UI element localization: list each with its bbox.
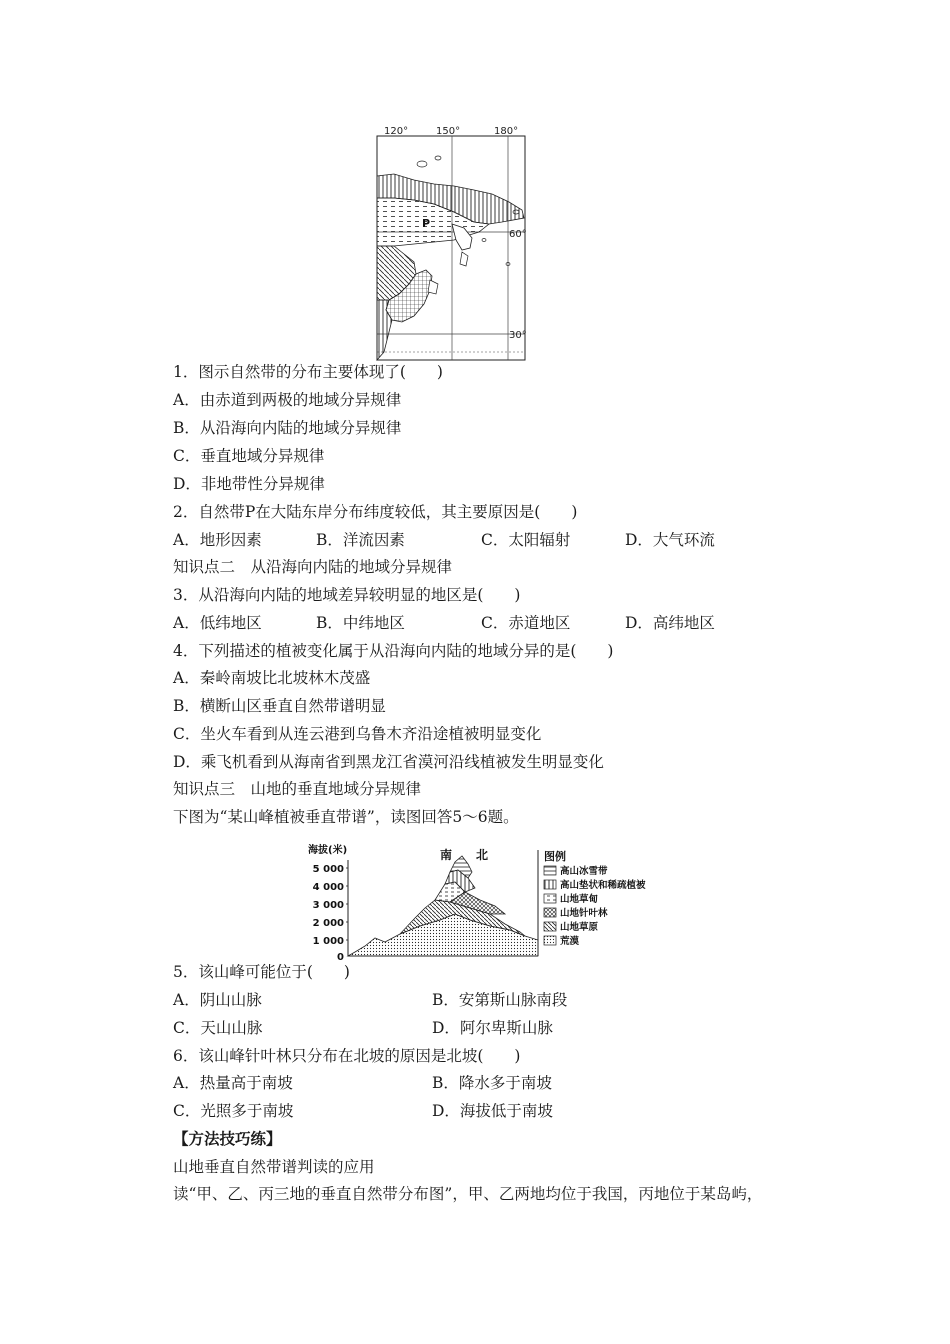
q2-option-c: C．太阳辐射 xyxy=(481,531,571,549)
lon-label-120: 120° xyxy=(384,126,409,137)
map-svg xyxy=(374,124,530,362)
q6-option-b: B．降水多于南坡 xyxy=(432,1074,552,1092)
q6-option-d: D．海拔低于南坡 xyxy=(432,1102,553,1120)
lat-label-60: 60° xyxy=(509,229,527,240)
q4-option-b: B．横断山区垂直自然带谱明显 xyxy=(173,697,386,715)
legend-ice-snow: 高山冰雪带 xyxy=(560,866,608,877)
q2-option-a: A．地形因素 xyxy=(173,531,262,549)
q1-option-c: C．垂直地域分异规律 xyxy=(173,447,325,465)
q2-stem: 2．自然带P在大陆东岸分布纬度较低，其主要原因是( ) xyxy=(173,503,578,521)
legend-meadow: 山地草甸 xyxy=(560,894,599,905)
q4-option-d: D．乘飞机看到从海南省到黑龙江省漠河沿线植被发生明显变化 xyxy=(173,753,604,771)
ytick-5000: 5 000 xyxy=(312,864,344,875)
chart-ylabel: 海拔(米) xyxy=(308,845,348,856)
q3-option-a: A．低纬地区 xyxy=(173,614,262,632)
q3-option-d: D．高纬地区 xyxy=(625,614,715,632)
q6-option-a: A．热量高于南坡 xyxy=(173,1074,293,1092)
lon-label-180: 180° xyxy=(494,126,519,137)
q2-option-d: D．大气环流 xyxy=(625,531,715,549)
legend-cushion: 高山垫状和稀疏植被 xyxy=(560,880,646,891)
section-heading-2: 知识点二 从沿海向内陆的地域分异规律 xyxy=(173,558,453,576)
q1-option-d: D．非地带性分异规律 xyxy=(173,475,325,493)
method-subtitle: 山地垂直自然带谱判读的应用 xyxy=(173,1158,375,1176)
q3-stem: 3．从沿海向内陆的地域差异较明显的地区是( ) xyxy=(173,586,521,604)
q6-option-c: C．光照多于南坡 xyxy=(173,1102,294,1120)
q1-option-a: A．由赤道到两极的地域分异规律 xyxy=(173,391,402,409)
q4-option-c: C．坐火车看到从连云港到乌鲁木齐沿途植被明显变化 xyxy=(173,725,542,743)
ytick-1000: 1 000 xyxy=(312,936,344,947)
natural-zone-map xyxy=(374,124,530,362)
q5-option-c: C．天山山脉 xyxy=(173,1019,263,1037)
q3-option-c: C．赤道地区 xyxy=(481,614,571,632)
q5-option-a: A．阴山山脉 xyxy=(173,991,262,1009)
q3-option-b: B．中纬地区 xyxy=(316,614,405,632)
final-prompt-line: 读“甲、乙、丙三地的垂直自然带分布图”，甲、乙两地均位于我国，丙地位于某岛屿， xyxy=(173,1185,763,1203)
chart-svg xyxy=(300,842,700,962)
ytick-4000: 4 000 xyxy=(312,882,344,893)
figure-intro: 下图为“某山峰植被垂直带谱”，读图回答5～6题。 xyxy=(173,808,519,826)
ytick-2000: 2 000 xyxy=(312,918,344,929)
zone-p-label: P xyxy=(422,217,431,230)
legend-desert: 荒漠 xyxy=(560,936,580,947)
lat-label-30: 30° xyxy=(509,330,527,341)
q5-stem: 5．该山峰可能位于( ) xyxy=(173,963,350,981)
q4-stem: 4．下列描述的植被变化属于从沿海向内陆的地域分异的是( ) xyxy=(173,642,614,660)
vertical-zonation-chart xyxy=(300,842,700,962)
label-north: 北 xyxy=(476,848,489,862)
legend-steppe: 山地草原 xyxy=(560,922,599,933)
legend-conifer: 山地针叶林 xyxy=(560,908,608,919)
q1-stem: 1．图示自然带的分布主要体现了( ) xyxy=(173,363,443,381)
q4-option-a: A．秦岭南坡比北坡林木茂盛 xyxy=(173,669,371,687)
ytick-0: 0 xyxy=(337,952,344,962)
method-section-title: 【方法技巧练】 xyxy=(173,1129,282,1148)
lon-label-150: 150° xyxy=(436,126,461,137)
label-south: 南 xyxy=(440,848,453,862)
section-heading-3: 知识点三 山地的垂直地域分异规律 xyxy=(173,780,422,798)
legend-title: 图例 xyxy=(544,850,566,863)
q6-stem: 6．该山峰针叶林只分布在北坡的原因是北坡( ) xyxy=(173,1047,521,1065)
q2-option-b: B．洋流因素 xyxy=(316,531,405,549)
ytick-3000: 3 000 xyxy=(312,900,344,911)
q5-option-d: D．阿尔卑斯山脉 xyxy=(432,1019,553,1037)
q1-option-b: B．从沿海向内陆的地域分异规律 xyxy=(173,419,402,437)
q5-option-b: B．安第斯山脉南段 xyxy=(432,991,568,1009)
